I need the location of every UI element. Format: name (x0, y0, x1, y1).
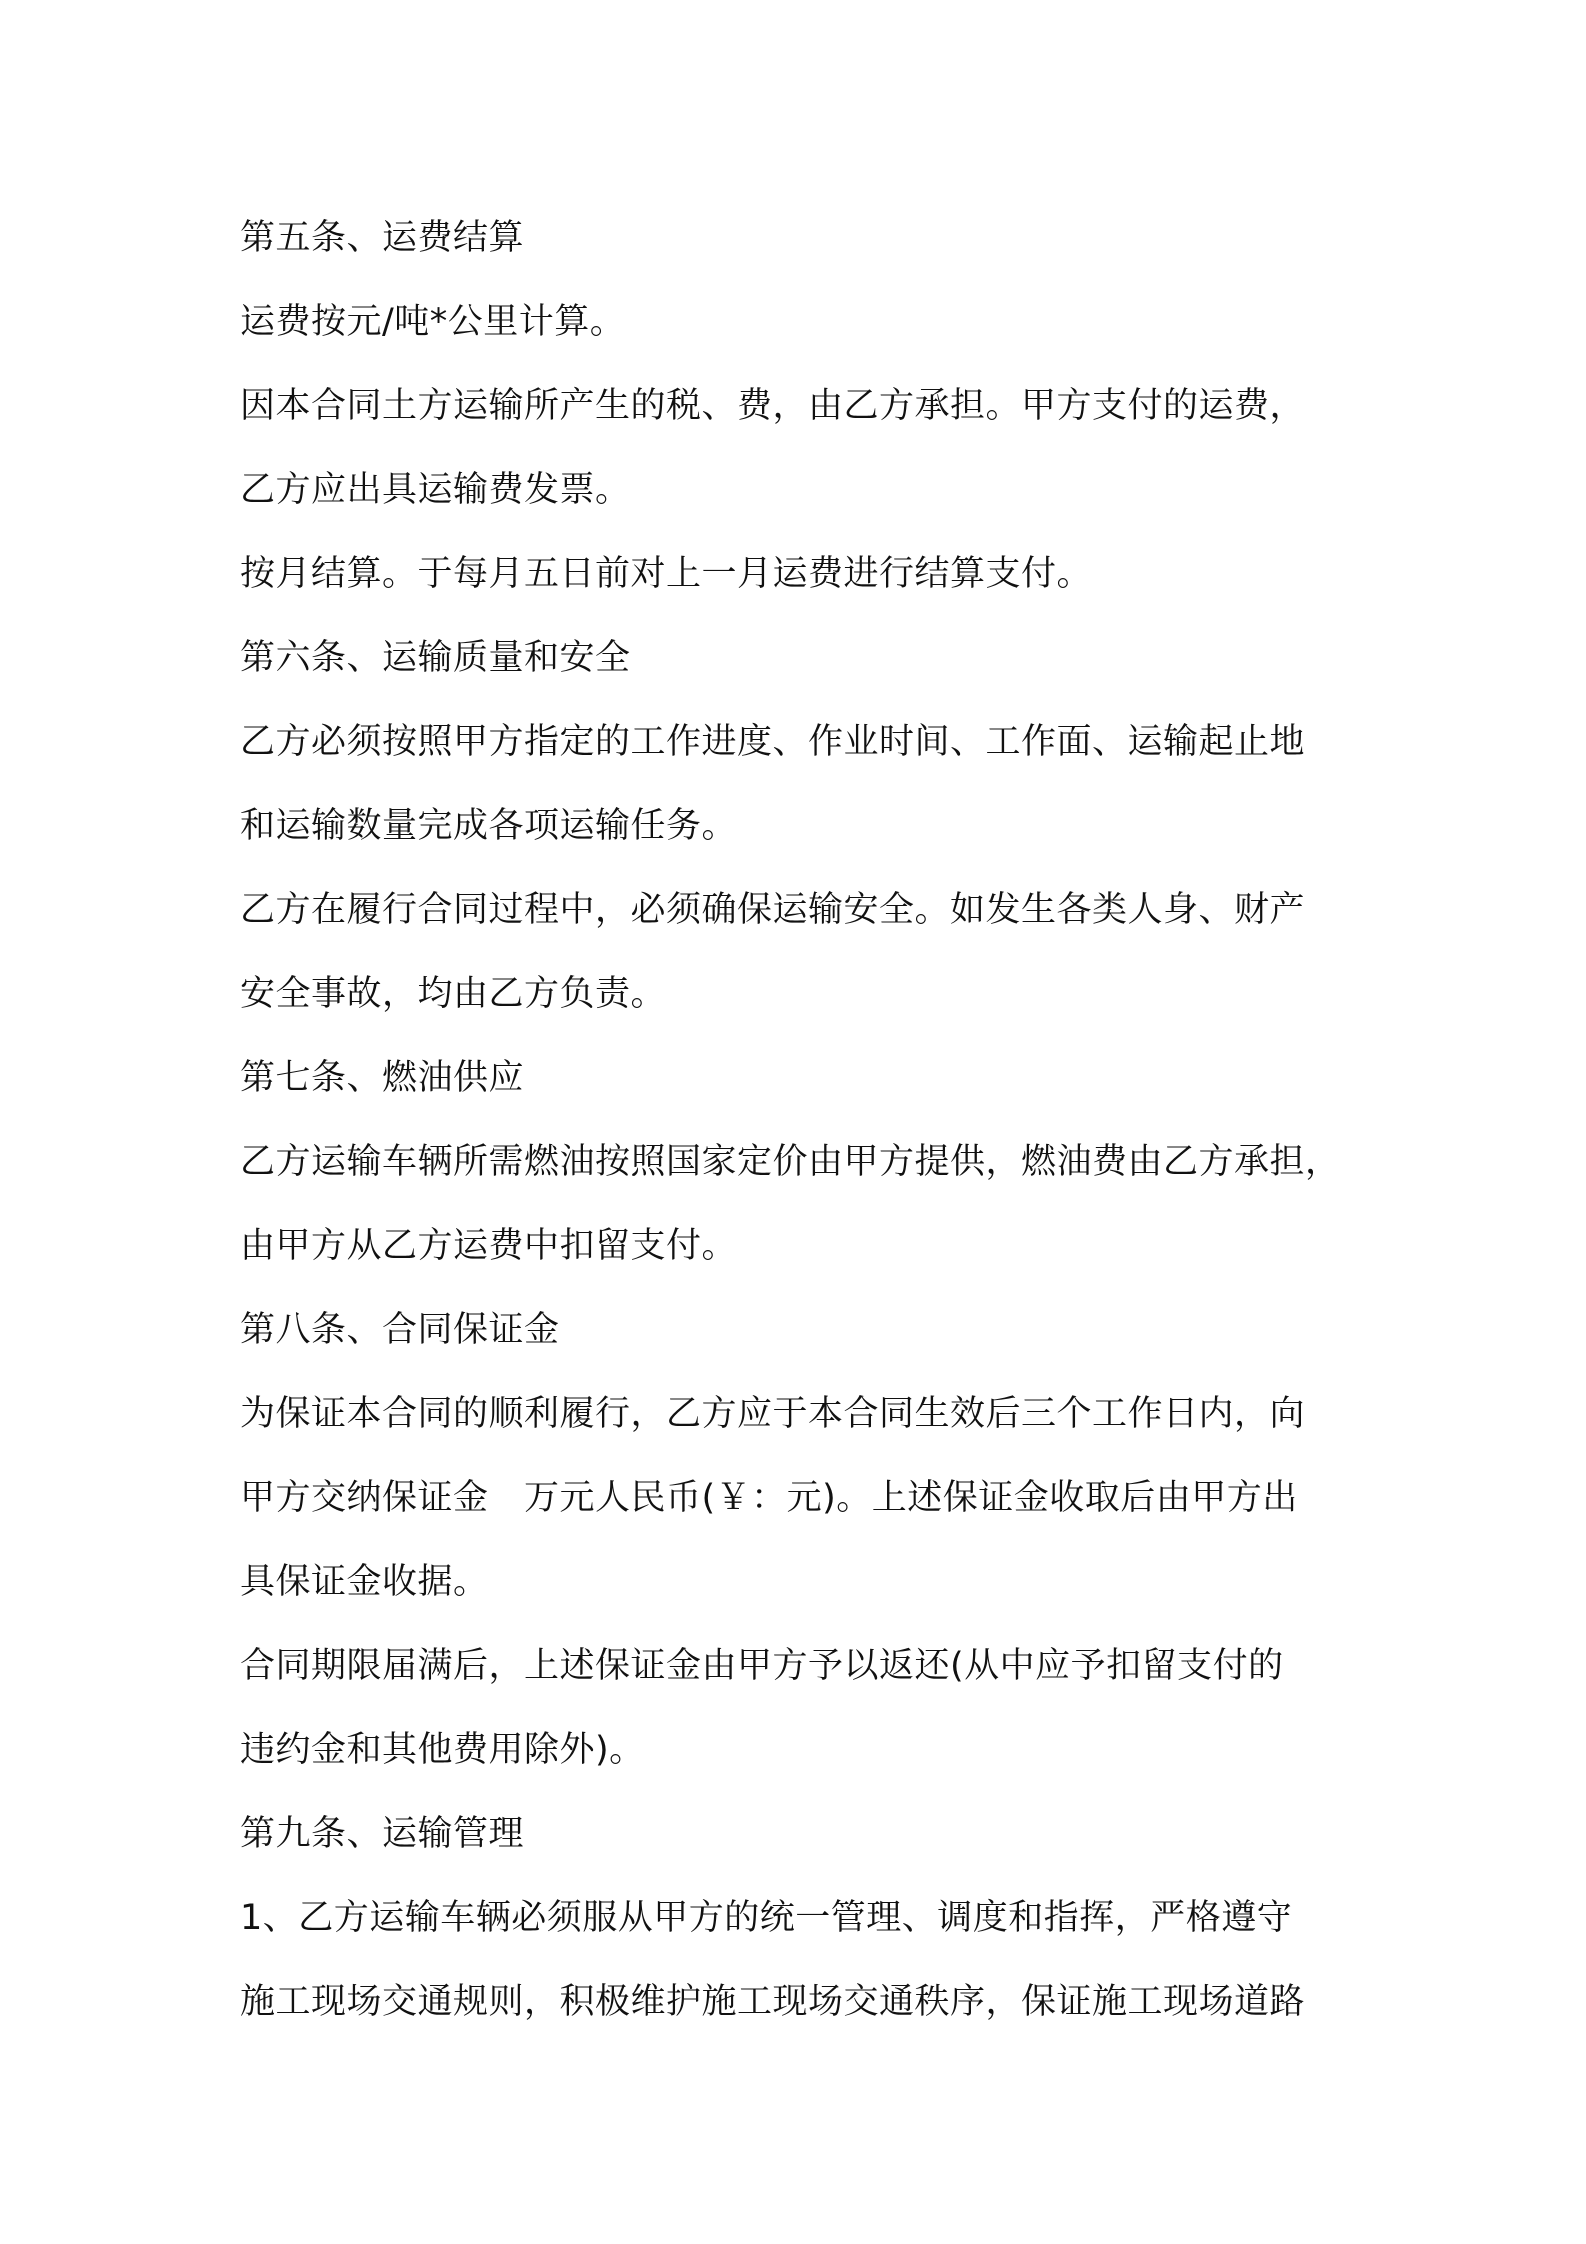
paragraph-line: 甲方交纳保证金 万元人民币(￥：元)。上述保证金收取后由甲方出 (240, 1478, 1298, 1518)
paragraph-line: 为保证本合同的顺利履行，乙方应于本合同生效后三个工作日内，向 (240, 1394, 1306, 1434)
paragraph-line: 乙方运输车辆所需燃油按照国家定价由甲方提供，燃油费由乙方承担， (240, 1142, 1341, 1182)
article-9-heading: 第九条、运输管理 (240, 1814, 525, 1854)
paragraph-line: 1、乙方运输车辆必须服从甲方的统一管理、调度和指挥，严格遵守 (240, 1898, 1293, 1938)
paragraph-line: 具保证金收据。 (240, 1562, 489, 1602)
document-body (240, 196, 1370, 2044)
paragraph-line: 按月结算。于每月五日前对上一月运费进行结算支付。 (240, 554, 1093, 594)
paragraph-line: 安全事故，均由乙方负责。 (240, 974, 667, 1014)
paragraph-line: 和运输数量完成各项运输任务。 (240, 806, 738, 846)
paragraph-line: 合同期限届满后，上述保证金由甲方予以返还(从中应予扣留支付的 (240, 1646, 1284, 1686)
article-8-heading: 第八条、合同保证金 (240, 1310, 560, 1350)
paragraph-line: 乙方必须按照甲方指定的工作进度、作业时间、工作面、运输起止地 (240, 722, 1306, 762)
article-5-heading: 第五条、运费结算 (240, 218, 525, 258)
paragraph-line: 违约金和其他费用除外)。 (240, 1730, 645, 1770)
article-6-heading: 第六条、运输质量和安全 (240, 638, 631, 678)
paragraph-line: 乙方在履行合同过程中，必须确保运输安全。如发生各类人身、财产 (240, 890, 1306, 930)
paragraph-line: 运费按元/吨*公里计算。 (240, 302, 626, 342)
paragraph-line: 由甲方从乙方运费中扣留支付。 (240, 1226, 738, 1266)
paragraph-line: 因本合同土方运输所产生的税、费，由乙方承担。甲方支付的运费， (240, 386, 1306, 426)
paragraph-line: 施工现场交通规则，积极维护施工现场交通秩序，保证施工现场道路 (240, 1982, 1306, 2022)
article-7-heading: 第七条、燃油供应 (240, 1058, 525, 1098)
paragraph-line: 乙方应出具运输费发票。 (240, 470, 631, 510)
